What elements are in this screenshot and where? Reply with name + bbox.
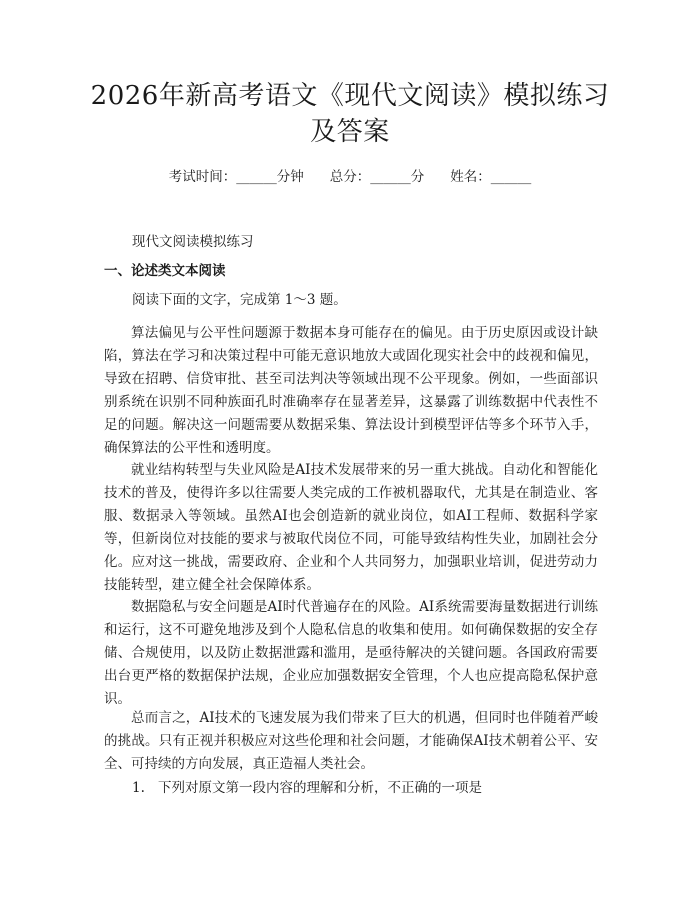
question-text: 下列对原文第一段内容的理解和分析，不正确的一项是 — [158, 780, 482, 796]
exam-time-label: 考试时间： — [168, 169, 237, 185]
question-number: 1. — [132, 780, 145, 796]
passage-paragraph-3: 数据隐私与安全问题是AI时代普遍存在的风险。AI系统需要海量数据进行训练和运行，这不可避免地涉及到个人隐私信息的收集和使用。如何确保数据的安全存储、合规使用，以及防止数据泄露和滥用，是亟待解决的关键问题。各国政府需要出台更严格的数据保护法规，企业应加强数据安全管理，个人也应提高隐私保护意识。 — [104, 599, 598, 707]
document-subtitle: 现代文阅读模拟练习 — [132, 234, 254, 250]
passage-paragraph-4: 总而言之，AI技术的飞速发展为我们带来了巨大的机遇，但同时也伴随着严峻的挑战。只有正视并积极应对这些伦理和社会问题，才能确保AI技术朝着公平、安全、可持续的方向发展，真正造福人类社会。 — [104, 710, 598, 772]
exam-info-line — [0, 167, 700, 187]
reading-instruction: 阅读下面的文字，完成第 1～3 题。 — [132, 292, 347, 308]
document-title: 2026年新高考语文《现代文阅读》模拟练习及答案 — [90, 81, 610, 147]
exam-name-blank: ______ — [490, 169, 532, 185]
exam-time-unit: 分钟 — [276, 169, 304, 185]
exam-name-label: 姓名： — [450, 169, 491, 185]
passage-paragraph-2: 就业结构转型与失业风险是AI技术发展带来的另一重大挑战。自动化和智能化技术的普及，使得许多以往需要人类完成的工作被机器取代，尤其是在制造业、客服、数据录入等领域。虽然AI也会创造新的就业岗位，如AI工程师、数据科学家等，但新岗位对技能的要求与被取代岗位不同，可能导致结构性失业，加剧社会分化。应对这一挑战，需要政府、企业和个人共同努力，加强职业培训，促进劳动力技能转型，建立健全社会保障体系。 — [104, 462, 598, 593]
exam-score-unit: 分 — [410, 169, 425, 185]
question-1 — [132, 778, 482, 798]
exam-time-blank: ______ — [236, 169, 277, 185]
passage-paragraph-1: 算法偏见与公平性问题源于数据本身可能存在的偏见。由于历史原因或设计缺陷，算法在学习和决策过程中可能无意识地放大或固化现实社会中的歧视和偏见，导致在招聘、信贷审批、甚至司法判决等领域出现不公平现象。例如，一些面部识别系统在识别不同种族面孔时准确率存在显著差异，这暴露了训练数据中代表性不足的问题。解决这一问题需要从数据采集、算法设计到模型评估等多个环节入手，确保算法的公平性和透明度。 — [104, 325, 598, 456]
section-heading: 一、论述类文本阅读 — [104, 263, 226, 279]
exam-score-blank: ______ — [370, 169, 411, 185]
exam-score-label: 总分： — [329, 169, 371, 185]
